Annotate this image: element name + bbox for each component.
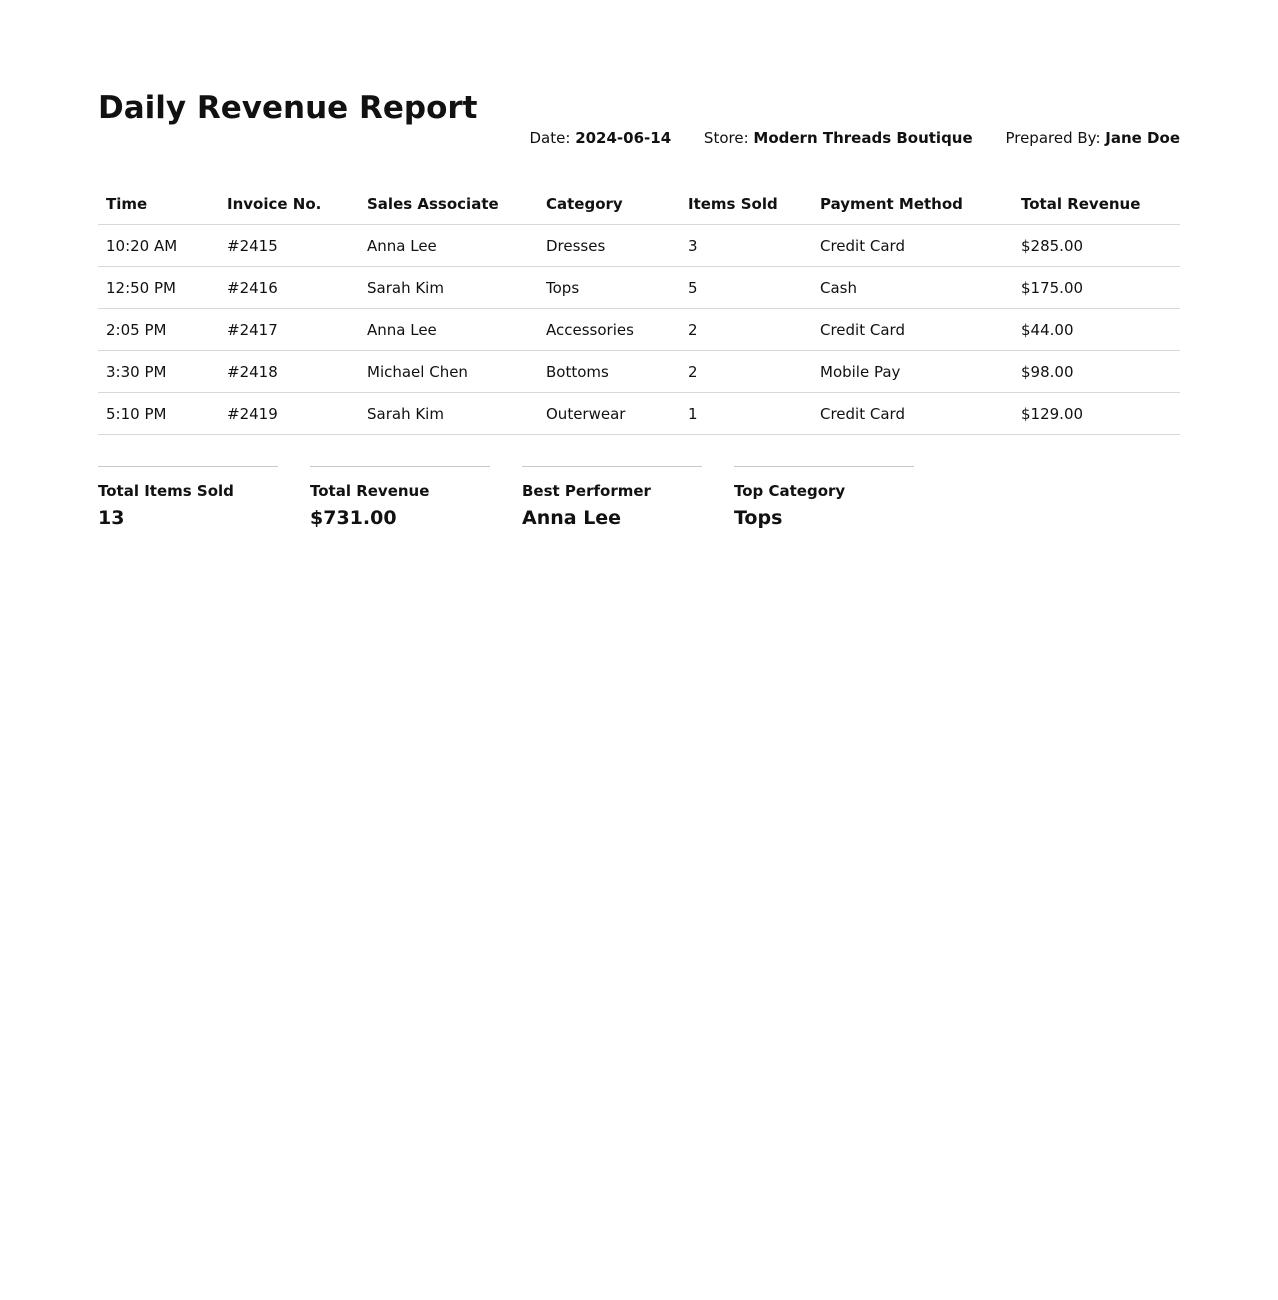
cell-time: 5:10 PM bbox=[98, 393, 219, 435]
cell-time: 10:20 AM bbox=[98, 225, 219, 267]
cell-invoice: #2415 bbox=[219, 225, 359, 267]
meta-date-value: 2024-06-14 bbox=[575, 129, 672, 147]
summary-section bbox=[98, 466, 946, 531]
cell-total-revenue: $285.00 bbox=[1013, 225, 1180, 267]
meta-store-value: Modern Threads Boutique bbox=[753, 129, 973, 147]
cell-items-sold: 2 bbox=[680, 351, 812, 393]
meta-date-label: Date: bbox=[529, 129, 571, 147]
column-header-payment-method: Payment Method bbox=[812, 183, 1013, 225]
cell-category: Outerwear bbox=[538, 393, 680, 435]
column-header-sales-associate: Sales Associate bbox=[359, 183, 538, 225]
cell-sales-associate: Anna Lee bbox=[359, 309, 538, 351]
summary-label: Total Revenue bbox=[310, 482, 430, 500]
revenue-table bbox=[98, 183, 1180, 435]
cell-payment-method: Credit Card bbox=[812, 309, 1013, 351]
summary-label: Top Category bbox=[734, 482, 846, 500]
table-header-row bbox=[98, 183, 1180, 225]
report-header bbox=[98, 86, 1180, 160]
cell-payment-method: Mobile Pay bbox=[812, 351, 1013, 393]
summary-label: Best Performer bbox=[522, 482, 651, 500]
table-row bbox=[98, 351, 1180, 393]
cell-time: 12:50 PM bbox=[98, 267, 219, 309]
meta-date bbox=[530, 129, 672, 147]
summary-value: $731.00 bbox=[310, 507, 397, 529]
cell-time: 3:30 PM bbox=[98, 351, 219, 393]
cell-total-revenue: $129.00 bbox=[1013, 393, 1180, 435]
cell-total-revenue: $98.00 bbox=[1013, 351, 1180, 393]
summary-top-category bbox=[734, 466, 914, 531]
summary-label: Total Items Sold bbox=[98, 482, 234, 500]
summary-best-performer bbox=[522, 466, 702, 531]
summary-value: Anna Lee bbox=[522, 507, 622, 529]
summary-value: 13 bbox=[98, 507, 125, 529]
summary-total-items-sold bbox=[98, 466, 278, 531]
cell-invoice: #2416 bbox=[219, 267, 359, 309]
cell-invoice: #2418 bbox=[219, 351, 359, 393]
cell-sales-associate: Anna Lee bbox=[359, 225, 538, 267]
cell-invoice: #2419 bbox=[219, 393, 359, 435]
summary-value: Tops bbox=[734, 507, 783, 529]
column-header-invoice: Invoice No. bbox=[219, 183, 359, 225]
cell-items-sold: 2 bbox=[680, 309, 812, 351]
meta-prepared-label: Prepared By: bbox=[1005, 129, 1101, 147]
cell-invoice: #2417 bbox=[219, 309, 359, 351]
column-header-total-revenue: Total Revenue bbox=[1013, 183, 1180, 225]
report-page bbox=[98, 86, 1180, 529]
cell-payment-method: Credit Card bbox=[812, 393, 1013, 435]
cell-category: Accessories bbox=[538, 309, 680, 351]
page-title: Daily Revenue Report bbox=[98, 90, 478, 126]
cell-category: Tops bbox=[538, 267, 680, 309]
meta-store bbox=[704, 129, 973, 147]
cell-total-revenue: $44.00 bbox=[1013, 309, 1180, 351]
cell-items-sold: 3 bbox=[680, 225, 812, 267]
cell-sales-associate: Michael Chen bbox=[359, 351, 538, 393]
cell-category: Dresses bbox=[538, 225, 680, 267]
cell-items-sold: 5 bbox=[680, 267, 812, 309]
table-row bbox=[98, 393, 1180, 435]
cell-total-revenue: $175.00 bbox=[1013, 267, 1180, 309]
cell-payment-method: Credit Card bbox=[812, 225, 1013, 267]
cell-sales-associate: Sarah Kim bbox=[359, 393, 538, 435]
column-header-time: Time bbox=[98, 183, 219, 225]
table-row bbox=[98, 267, 1180, 309]
column-header-items-sold: Items Sold bbox=[680, 183, 812, 225]
cell-time: 2:05 PM bbox=[98, 309, 219, 351]
table-row bbox=[98, 309, 1180, 351]
table-row bbox=[98, 225, 1180, 267]
cell-sales-associate: Sarah Kim bbox=[359, 267, 538, 309]
meta-store-label: Store: bbox=[703, 129, 749, 147]
report-meta bbox=[530, 127, 1181, 149]
summary-total-revenue bbox=[310, 466, 490, 531]
cell-items-sold: 1 bbox=[680, 393, 812, 435]
meta-prepared-by bbox=[1005, 129, 1180, 147]
cell-payment-method: Cash bbox=[812, 267, 1013, 309]
meta-prepared-value: Jane Doe bbox=[1105, 129, 1180, 147]
cell-category: Bottoms bbox=[538, 351, 680, 393]
column-header-category: Category bbox=[538, 183, 680, 225]
